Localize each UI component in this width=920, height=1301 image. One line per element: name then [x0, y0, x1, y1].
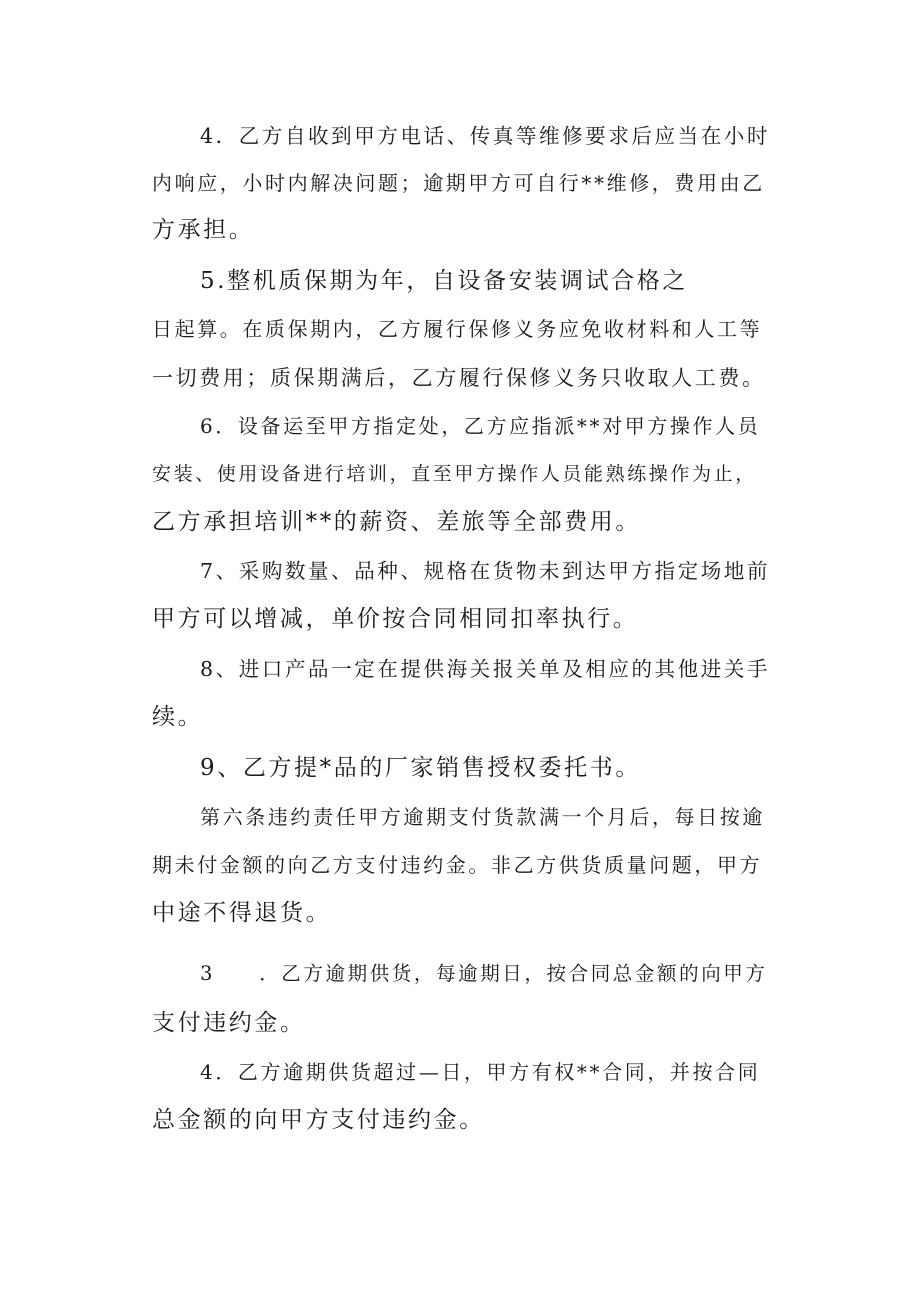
clause-5-line-1: 5.整机质保期为年，自设备安装调试合格之 — [200, 268, 688, 294]
clause-6-line-2: 安装、使用设备进行培训，直至甲方操作人员能熟练操作为止， — [152, 463, 757, 485]
clause-7-line-1: 7、采购数量、品种、规格在货物未到达甲方指定场地前 — [200, 559, 771, 583]
penalty-4-line-2: 总金额的向甲方支付违约金。 — [152, 1107, 485, 1133]
penalty-4-line-1: 4．乙方逾期供货超过—日，甲方有权**合同，并按合同 — [200, 1060, 761, 1084]
clause-7-line-2: 甲方可以增减，单价按合同相同扣率执行。 — [152, 606, 639, 632]
clause-8-line-2: 续。 — [152, 704, 204, 730]
clause-4-line-3: 方承担。 — [152, 217, 255, 243]
clause-6-line-1: 6．设备运至甲方指定处，乙方应指派**对甲方操作人员 — [200, 414, 761, 438]
clause-9-line-1: 9、乙方提*品的厂家销售授权委托书。 — [200, 755, 641, 781]
article-6-line-1: 第六条违约责任甲方逾期支付货款满一个月后，每日按逾 — [200, 805, 765, 829]
clause-5-line-3: 一切费用；质保期满后，乙方履行保修义务只收取人工费。 — [152, 366, 766, 390]
penalty-3-line-2: 支付违约金。 — [152, 1010, 306, 1036]
clause-5-line-2: 日起算。在质保期内，乙方履行保修义务应免收材料和人工等 — [152, 317, 763, 341]
clause-6-line-3: 乙方承担培训**的薪资、差旅等全部费用。 — [152, 509, 641, 535]
clause-8-line-1: 8、进口产品一定在提供海关报关单及相应的其他进关手 — [200, 657, 771, 681]
penalty-3-line-1: 3 ．乙方逾期供货，每逾期日，按合同总金额的向甲方 — [200, 962, 768, 985]
article-6-line-3: 中途不得退货。 — [152, 900, 332, 926]
clause-4-line-2: 内响应，小时内解决问题；逾期甲方可自行**维修，费用由乙 — [152, 171, 765, 195]
article-6-line-2: 期未付金额的向乙方支付违约金。非乙方供货质量问题，甲方 — [152, 853, 763, 877]
clause-4-line-1: 4．乙方自收到甲方电话、传真等维修要求后应当在小时 — [200, 124, 771, 148]
